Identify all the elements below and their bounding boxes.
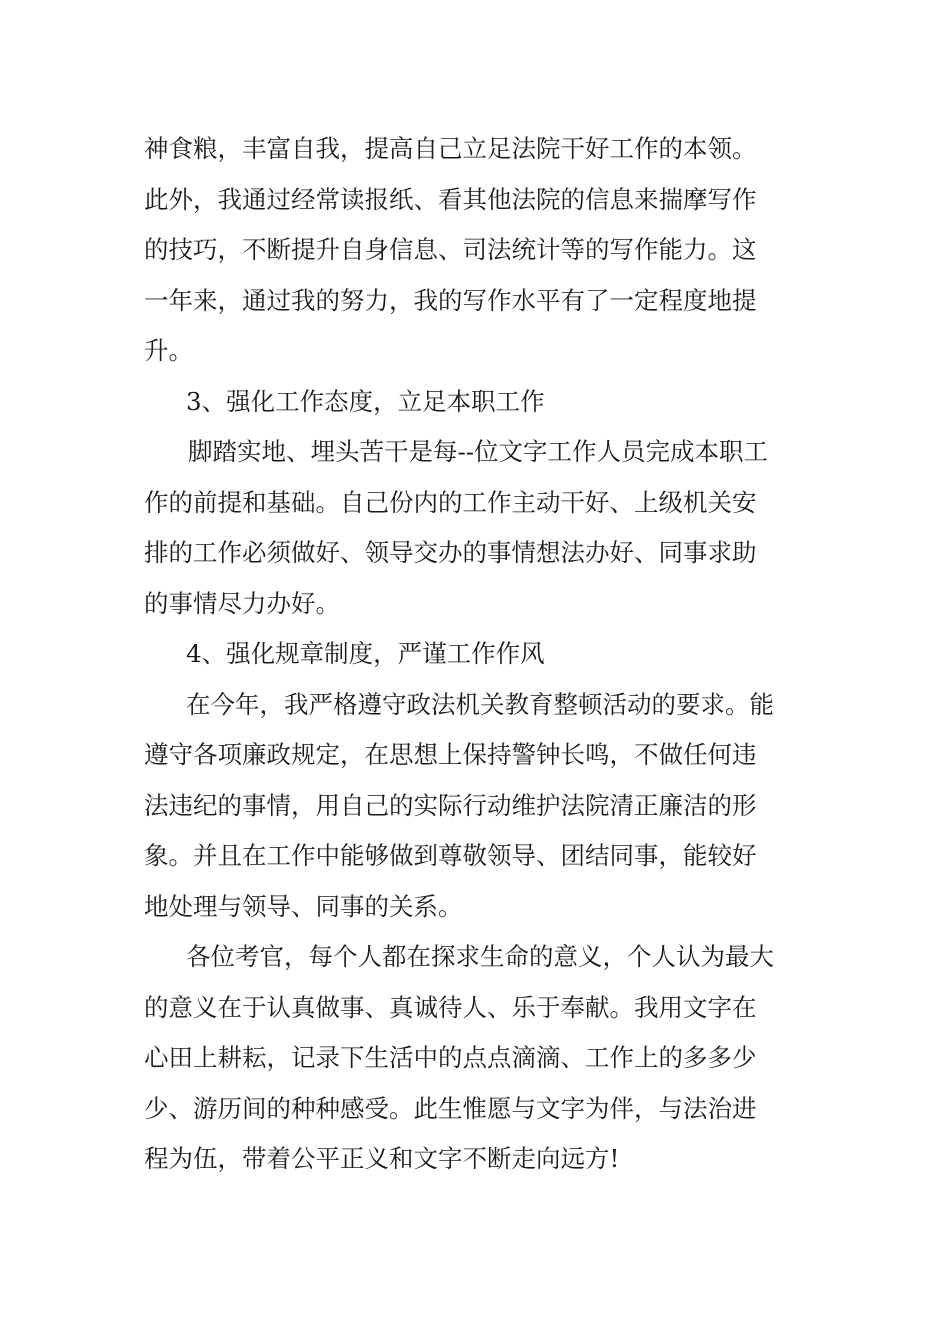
text-line: 法违纪的事情，用自己的实际行动维护法院清正廉洁的形 [144,790,757,820]
text-line: 各位考官，每个人都在探求生命的意义，个人认为最大 [186,942,774,971]
text-line: 心田上耕耘，记录下生活中的点点滴滴、工作上的多多少 [144,1043,757,1072]
paragraph-3 [144,427,808,629]
text-line: 程为伍，带着公平正义和文字不断走向远方! [144,1144,620,1173]
text-line: 脚踏实地、埋头苦干是每--位文字工作人员完成本职工 [188,437,769,466]
text-line: 的技巧，不断提升自身信息、司法统计等的写作能力。这 [144,235,757,264]
text-line: 排的工作必须做好、领导交办的事情想法办好、同事求助 [144,538,757,567]
text-line: 遵守各项廉政规定，在思想上保持警钟长鸣，不做任何违 [144,740,757,769]
text-line: 作的前提和基础。自己份内的工作主动干好、上级机关安 [144,487,757,517]
text-line: 的事情尽力办好。 [144,588,340,618]
text-line: 在今年，我严格遵守政法机关教育整顿活动的要求。能 [186,689,774,719]
paragraph-intro [144,124,808,377]
document-page [144,124,808,1185]
text-line: 少、游历间的种种感受。此生惟愿与文字为伴，与法治进 [144,1093,757,1123]
paragraph-4 [144,680,808,933]
text-line: 升。 [144,336,193,365]
text-line: 此外，我通过经常读报纸、看其他法院的信息来揣摩写作 [144,184,757,214]
section-heading-4: 4、强化规章制度，严谨工作作风 [186,639,545,668]
text-line: 地处理与领导、同事的关系。 [144,891,463,921]
section-heading-3: 3、强化工作态度，立足本职工作 [186,386,545,416]
text-line: 神食粮，丰富自我，提高自己立足法院干好工作的本领。 [144,134,757,163]
paragraph-conclusion [144,932,808,1185]
text-line: 的意义在于认真做事、真诚待人、乐于奉献。我用文字在 [144,992,757,1022]
text-line: 一年来，通过我的努力，我的写作水平有了一定程度地提 [144,285,757,315]
text-line: 象。并且在工作中能够做到尊敬领导、团结同事，能较好 [144,841,757,870]
